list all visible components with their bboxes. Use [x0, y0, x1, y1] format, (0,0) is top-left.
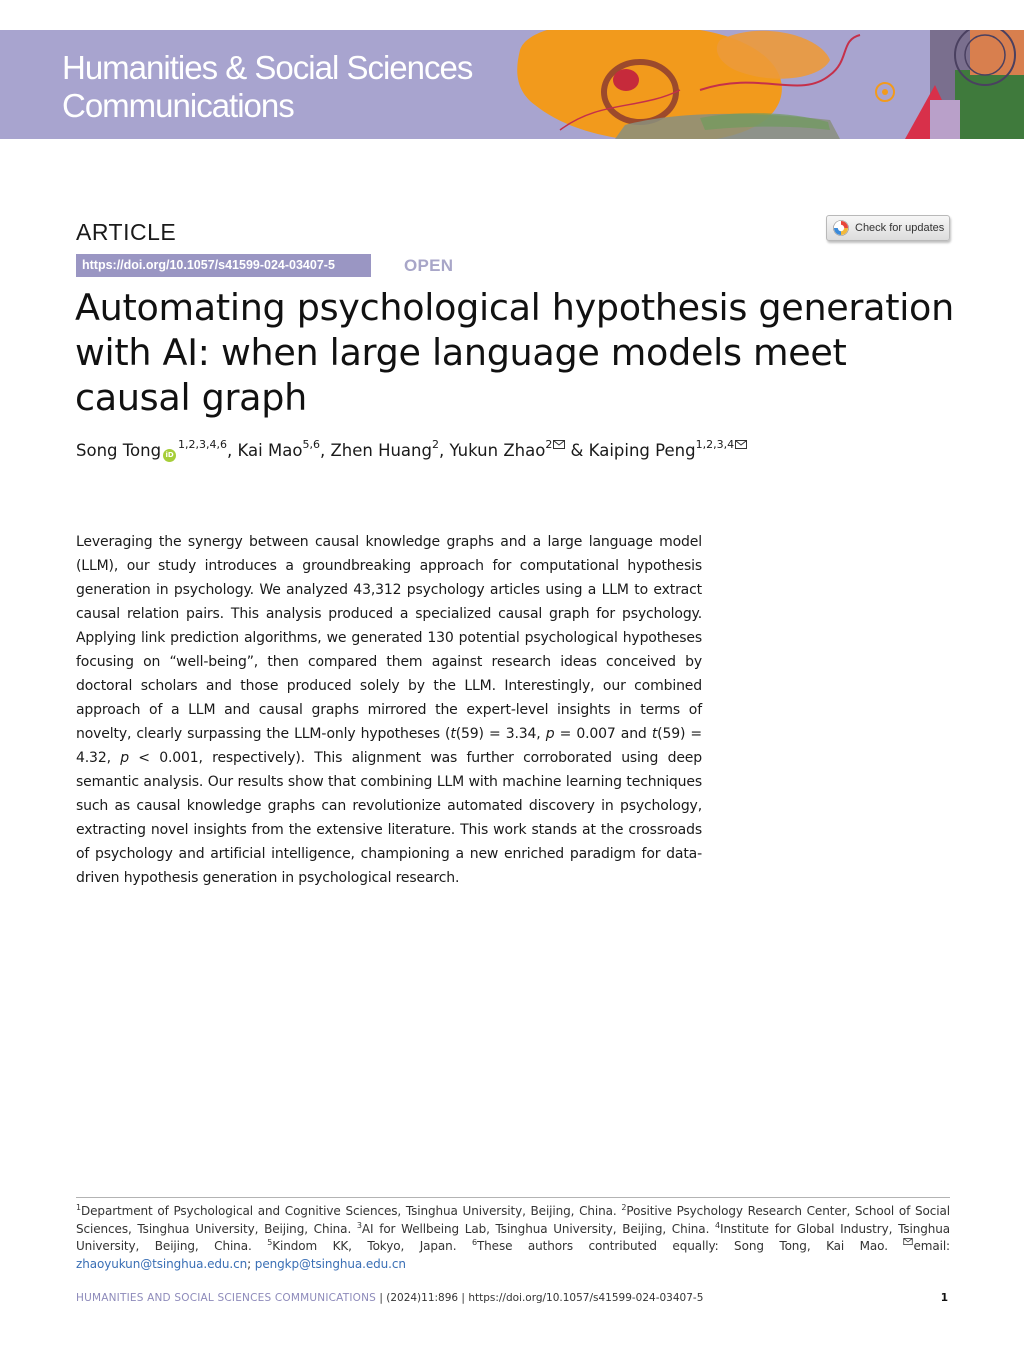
check-for-updates-label: Check for updates — [855, 222, 945, 234]
stat-value: = 0.007 and — [554, 726, 652, 742]
footer-separator: | — [458, 1292, 469, 1304]
email-separator: ; — [247, 1256, 255, 1271]
author-affiliation-sup: 2 — [431, 438, 439, 451]
orcid-icon[interactable]: iD — [163, 449, 176, 462]
stat-symbol: t — [450, 726, 456, 742]
abstract-text-end: < 0.001, respectively). This alignment was further corroborated using deep semantic analysis. Our results show that combining LLM with machine learning techniques such as causal knowledge graphs can revolutionize automated discovery in psychology, extracting novel insights from the extensive literature. This work stands at the crossroads of psychology and artificial intelligence, championing a new enriched paradigm for data-driven hypothesis generation in psychological research. — [76, 750, 702, 886]
author-separator: , — [319, 441, 331, 460]
affiliation-text: Department of Psychological and Cognitive Sciences, Tsinghua University, Beijing, China. — [81, 1204, 622, 1218]
journal-name-line-1: Humanities & Social Sciences — [62, 49, 473, 86]
stat-symbol: p — [120, 750, 129, 766]
affiliation-divider — [76, 1197, 950, 1198]
author-name[interactable]: Kaiping Peng — [588, 441, 696, 460]
page-number: 1 — [940, 1292, 948, 1304]
affiliation-number: 3 — [356, 1220, 362, 1230]
author-affiliation-sup: 1,2,3,4,6 — [178, 438, 228, 451]
author-name[interactable]: Zhen Huang — [330, 441, 432, 460]
journal-banner — [0, 30, 1024, 139]
paper-title: Automating psychological hypothesis generation with AI: when large language models meet causal graph — [75, 286, 954, 419]
author-name[interactable]: Song Tong — [76, 441, 162, 460]
affiliation-text: Kindom KK, Tokyo, Japan. — [272, 1239, 472, 1253]
affiliation-text: These authors contributed equally: Song Tong, Kai Mao. — [476, 1239, 904, 1253]
mail-icon — [903, 1238, 913, 1245]
affiliation-number: 1 — [76, 1203, 81, 1212]
check-for-updates-icon — [833, 220, 849, 236]
stat-value: (59) = 4.32, — [76, 726, 703, 766]
mail-icon[interactable] — [553, 440, 565, 449]
journal-name-line-2: Communications — [62, 87, 294, 124]
footer-issue: (2024)11:896 — [386, 1292, 459, 1304]
stat-symbol: t — [651, 726, 658, 742]
author-name[interactable]: Kai Mao — [237, 441, 303, 460]
email-prefix: email: — [913, 1239, 950, 1253]
email-link[interactable]: pengkp@tsinghua.edu.cn — [254, 1256, 406, 1271]
abstract-paragraph — [76, 530, 702, 890]
check-for-updates-button[interactable] — [826, 215, 950, 241]
doi-badge-link[interactable]: https://doi.org/10.1057/s41599-024-03407-5 — [76, 254, 371, 277]
author-affiliation-sup: 2 — [545, 438, 553, 451]
footer-journal-name: HUMANITIES AND SOCIAL SCIENCES COMMUNICATIONS — [76, 1292, 377, 1304]
author-list — [76, 440, 747, 462]
affiliation-text: Institute for Global Industry, Tsinghua University, Beijing, China. — [76, 1221, 950, 1253]
author-separator: & — [565, 441, 589, 460]
author-separator: , — [227, 441, 238, 460]
mail-icon[interactable] — [735, 440, 747, 449]
affiliation-number: 6 — [471, 1238, 477, 1247]
affiliation-number: 4 — [715, 1220, 721, 1230]
article-type-label: ARTICLE — [76, 219, 177, 245]
affiliation-number: 5 — [267, 1238, 273, 1247]
footer-doi-link[interactable]: https://doi.org/10.1057/s41599-024-03407-5 — [468, 1292, 704, 1304]
affiliation-text: AI for Wellbeing Lab, Tsinghua University, Beijing, China. — [361, 1221, 716, 1236]
email-link[interactable]: zhaoyukun@tsinghua.edu.cn — [76, 1256, 248, 1271]
footer-separator: | — [376, 1292, 387, 1304]
stat-symbol: p — [545, 726, 555, 742]
author-separator: , — [438, 441, 450, 460]
affiliation-number: 2 — [621, 1203, 627, 1212]
affiliation-text: Positive Psychology Research Center, School of Social Sciences, Tsinghua University, Beijing, China. — [76, 1204, 950, 1236]
page-footer — [76, 1292, 950, 1308]
stat-value: (59) = 3.34, — [455, 726, 546, 742]
author-affiliation-sup: 1,2,3,4 — [695, 438, 735, 451]
affiliations-footnote — [76, 1203, 950, 1273]
author-name[interactable]: Yukun Zhao — [449, 441, 546, 460]
abstract-text: Leveraging the synergy between causal knowledge graphs and a large language model (LLM), our study introduces a groundbreaking approach for computational hypothesis generation in psychology. We analyzed 43,312 psychology articles using a LLM to extract causal relation pairs. This analysis produced a specialized causal graph for psychology. Applying link prediction algorithms, we generated 130 potential psychological hypotheses focusing on “well-being”, then compared them against research ideas conceived by doctoral scholars and those produced solely by the LLM. Interestingly, our combined approach of a LLM and causal graphs mirrored the expert-level insights in terms of novelty, clearly surpassing the LLM-only hypotheses ( — [76, 534, 702, 742]
author-affiliation-sup: 5,6 — [302, 438, 320, 451]
open-access-label: OPEN — [404, 256, 454, 275]
